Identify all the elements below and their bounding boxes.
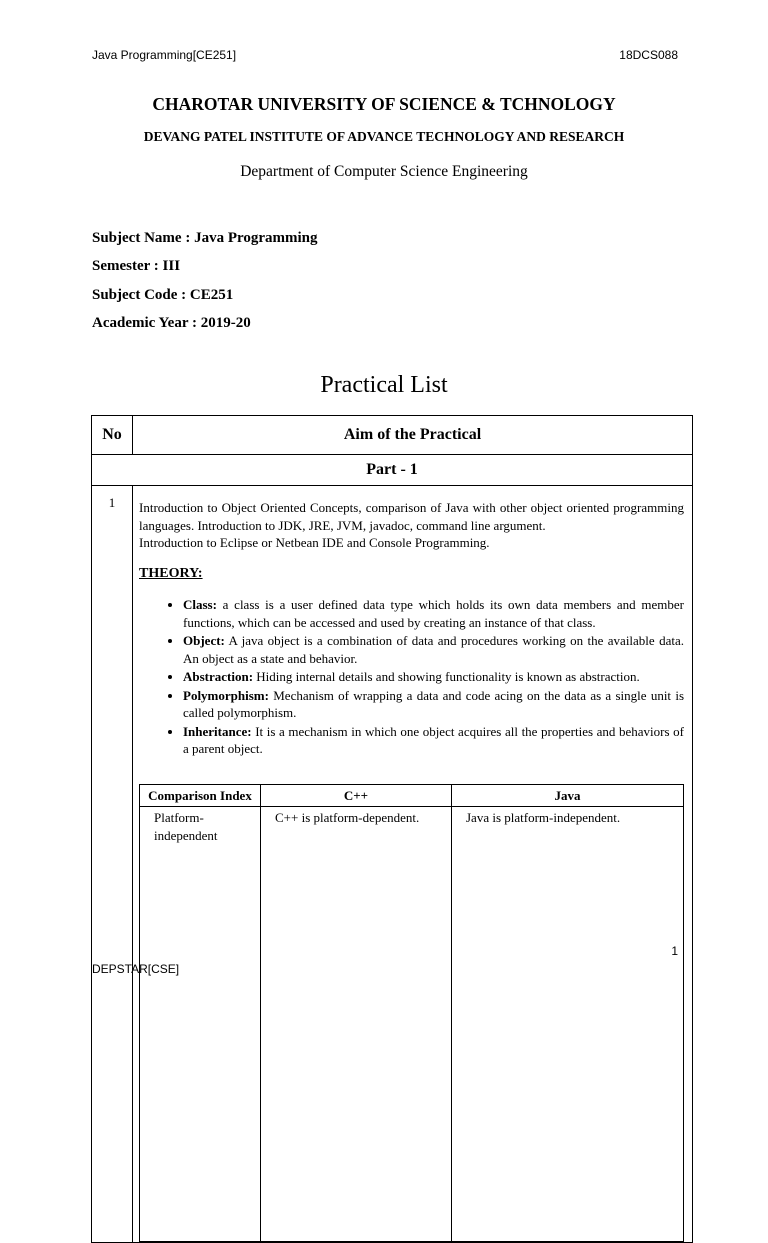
header-aim: Aim of the Practical bbox=[133, 416, 693, 455]
subject-name: Subject Name : Java Programming bbox=[92, 230, 318, 246]
list-item bbox=[183, 596, 684, 631]
header-no: No bbox=[92, 416, 133, 455]
part-label: Part - 1 bbox=[92, 455, 693, 486]
table-row bbox=[140, 807, 684, 1242]
aim-intro: Introduction to Object Oriented Concepts, comparison of Java with other object oriented programming languages. Introduction to JDK, JRE, JVM, javadoc, command line argument. bbox=[139, 500, 684, 533]
definition-inheritance: It is a mechanism in which one object acquires all the properties and behaviors of a parent object. bbox=[183, 723, 684, 756]
running-header-left: Java Programming[CE251] bbox=[92, 48, 237, 62]
running-header-right: 18DCS088 bbox=[619, 48, 678, 62]
comparison-header-cpp: C++ bbox=[261, 784, 452, 807]
institute-name: DEVANG PATEL INSTITUTE OF ADVANCE TECHNOLOGY AND RESEARCH bbox=[143, 129, 625, 144]
table-header-row bbox=[92, 416, 693, 455]
comparison-cell: Java is platform-independent. bbox=[452, 807, 684, 1242]
definition-object: A java object is a combination of data and procedures working on the available data. An object as a state and behavior. bbox=[183, 633, 684, 666]
page-title: Practical List bbox=[320, 372, 448, 398]
list-item bbox=[183, 668, 684, 686]
academic-year: Academic Year : 2019-20 bbox=[92, 315, 251, 331]
practical-number: 1 bbox=[92, 486, 133, 1243]
comparison-cell: C++ is platform-dependent. bbox=[261, 807, 452, 1242]
theory-heading: THEORY: bbox=[139, 565, 203, 581]
term-object: Object: bbox=[183, 633, 225, 648]
part-row bbox=[92, 455, 693, 486]
university-name: CHAROTAR UNIVERSITY OF SCIENCE & TCHNOLOGY bbox=[152, 94, 616, 114]
definition-class: a class is a user defined data type which holds its own data members and member functions, which can be accessed and used by creating an instance of that class. bbox=[183, 597, 684, 630]
aim-intro-2: Introduction to Eclipse or Netbean IDE and Console Programming. bbox=[139, 535, 490, 550]
subject-code: Subject Code : CE251 bbox=[92, 287, 234, 303]
definition-polymorphism: Mechanism of wrapping a data and code acing on the data as a single unit is called polymorphism. bbox=[183, 687, 684, 720]
term-abstraction: Abstraction: bbox=[183, 669, 254, 684]
semester: Semester : III bbox=[92, 258, 181, 274]
page-number: 1 bbox=[671, 944, 678, 958]
definition-abstraction: Hiding internal details and showing functionality is known as abstraction. bbox=[253, 669, 640, 684]
term-inheritance: Inheritance: bbox=[183, 723, 252, 739]
comparison-header-index: Comparison Index bbox=[140, 784, 261, 807]
practical-table bbox=[91, 415, 693, 1243]
theory-list bbox=[139, 596, 684, 758]
term-class: Class: bbox=[183, 597, 217, 612]
comparison-header-java: Java bbox=[452, 784, 684, 807]
comparison-table bbox=[139, 784, 684, 1243]
list-item bbox=[183, 632, 684, 667]
running-footer: DEPSTAR[CSE] bbox=[92, 962, 180, 976]
comparison-header-row bbox=[140, 784, 684, 807]
term-polymorphism: Polymorphism: bbox=[183, 687, 269, 703]
list-item bbox=[183, 723, 684, 758]
list-item bbox=[183, 687, 684, 722]
table-row bbox=[92, 486, 693, 1243]
practical-aim bbox=[133, 486, 693, 1243]
comparison-cell: Platform-independent bbox=[140, 807, 261, 1242]
department-name: Department of Computer Science Engineering bbox=[240, 163, 528, 180]
